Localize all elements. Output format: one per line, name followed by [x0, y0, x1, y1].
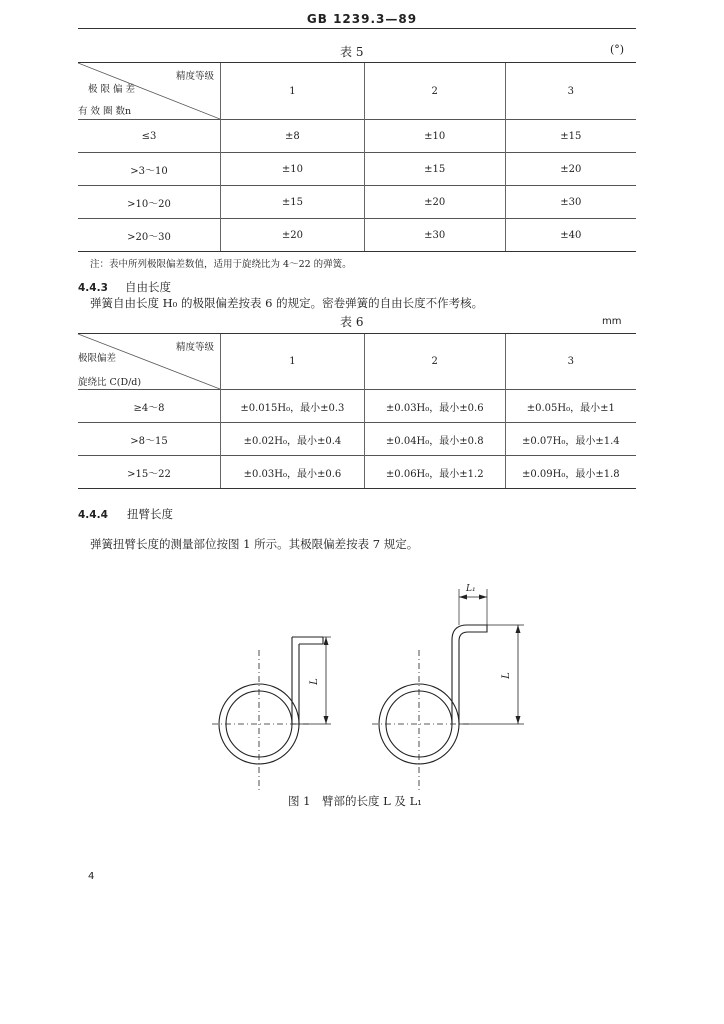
- figure1-label-L: L: [308, 678, 320, 685]
- table-cell: ±15: [221, 186, 365, 219]
- row-label: ≤3: [78, 120, 221, 153]
- section-number: 4.4.4: [78, 509, 108, 521]
- table6-col-header: 3: [505, 334, 636, 390]
- table5-unit: (°): [610, 43, 625, 56]
- table-cell: ±0.06H₀，最小±1.2: [364, 456, 505, 489]
- table6-unit: mm: [602, 316, 622, 327]
- table-cell: ±0.015H₀，最小±0.3: [221, 390, 365, 423]
- figure1-caption: 图 1 臂部的长度 L 及 L₁: [288, 794, 422, 808]
- table6-col-header: 1: [221, 334, 365, 390]
- table-cell: ±0.03H₀，最小±0.6: [364, 390, 505, 423]
- table6-corner-top: 精度等级: [176, 342, 215, 353]
- table5-col-header: 3: [505, 63, 636, 120]
- table-cell: ±10: [364, 120, 505, 153]
- table-cell: ±15: [505, 120, 636, 153]
- row-label: >20～30: [78, 219, 221, 252]
- table5-note: 注：表中所列极限偏差数值，适用于旋绕比为 4～22 的弹簧。: [90, 259, 352, 270]
- row-label: >15～22: [78, 456, 221, 489]
- table5-corner-mid: 极 限 偏 差: [88, 84, 136, 95]
- table-cell: ±10: [221, 153, 365, 186]
- table5-corner-top: 精度等级: [176, 71, 215, 82]
- table-cell: ±0.02H₀，最小±0.4: [221, 423, 365, 456]
- row-label: >10～20: [78, 186, 221, 219]
- table5-corner-bottom: 有 效 圈 数n: [78, 106, 132, 117]
- section-4-4-3-body: 弹簧自由长度 H₀ 的极限偏差按表 6 的规定。密卷弹簧的自由长度不作考核。: [90, 296, 484, 310]
- table-cell: ±0.04H₀，最小±0.8: [364, 423, 505, 456]
- table-cell: ±20: [221, 219, 365, 252]
- section-title: 扭臂长度: [127, 507, 173, 521]
- table-cell: ±0.05H₀，最小±1: [505, 390, 636, 423]
- standard-header: GB 1239.3—89: [306, 12, 418, 26]
- table-cell: ±20: [505, 153, 636, 186]
- section-number: 4.4.3: [78, 282, 108, 294]
- row-label: >3～10: [78, 153, 221, 186]
- table-cell: ±20: [364, 186, 505, 219]
- page-number: 4: [88, 871, 95, 882]
- table-cell: ±0.07H₀，最小±1.4: [505, 423, 636, 456]
- table-cell: ±30: [505, 186, 636, 219]
- table6-col-header: 2: [364, 334, 505, 390]
- table-cell: ±0.03H₀，最小±0.6: [221, 456, 365, 489]
- figure1-label-L1: L₁: [466, 584, 476, 594]
- section-title: 自由长度: [125, 280, 171, 294]
- table5-title: 表 5: [340, 45, 364, 59]
- table5-col-header: 1: [221, 63, 365, 120]
- table-cell: ±8: [221, 120, 365, 153]
- table6-corner-mid: 极限偏差: [78, 353, 117, 364]
- figure1-label-L-right: L: [500, 672, 512, 679]
- table-cell: ±15: [364, 153, 505, 186]
- table6-title: 表 6: [340, 315, 364, 329]
- table5-col-header: 2: [364, 63, 505, 120]
- row-label: ≥4～8: [78, 390, 221, 423]
- table-cell: ±40: [505, 219, 636, 252]
- section-4-4-4-body: 弹簧扭臂长度的测量部位按图 1 所示。其极限偏差按表 7 规定。: [90, 537, 419, 551]
- table6-corner-bottom: 旋绕比 C(D/d): [78, 377, 142, 388]
- table-cell: ±30: [364, 219, 505, 252]
- row-label: >8～15: [78, 423, 221, 456]
- table-cell: ±0.09H₀，最小±1.8: [505, 456, 636, 489]
